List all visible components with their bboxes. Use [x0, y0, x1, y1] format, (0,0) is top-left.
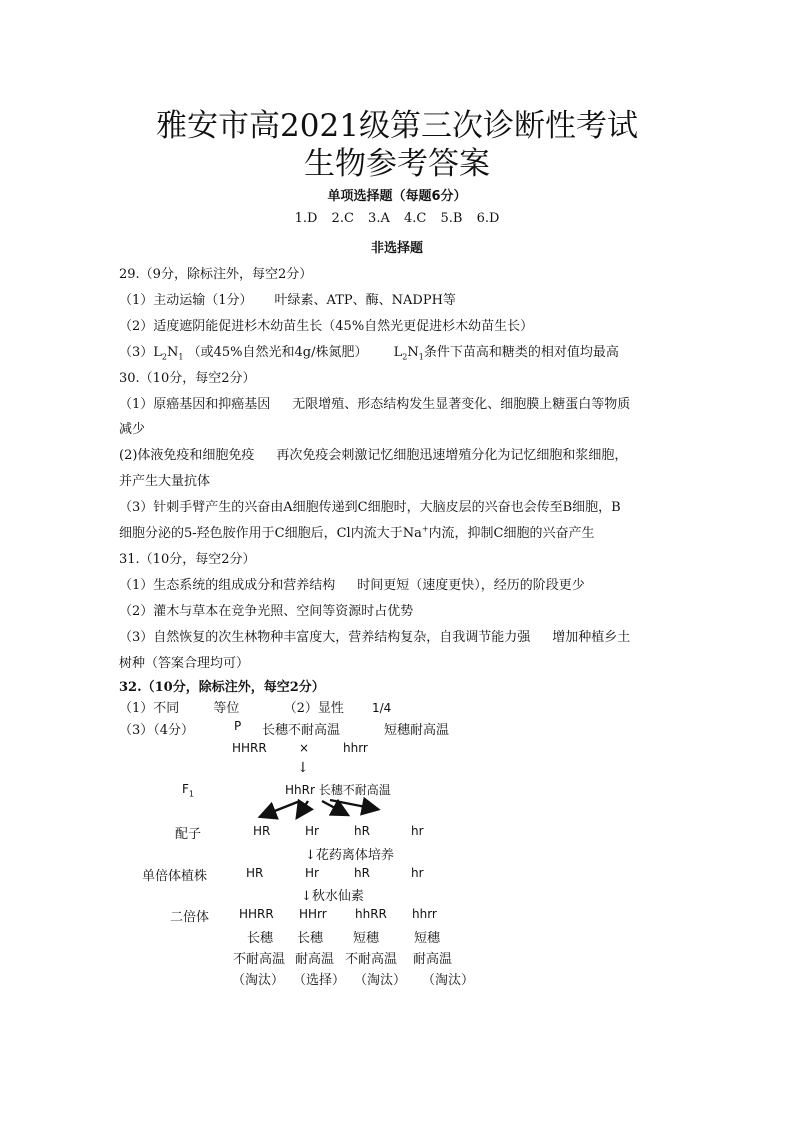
q32-a2-part1: （2）显性 [283, 701, 344, 716]
q30-answer-3: （3）针刺手臂产生的兴奋由A细胞传递到C细胞时，大脑皮层的兴奋也会传至B细胞，B [119, 500, 621, 515]
haploid-hr: hr [411, 866, 424, 880]
gamete-hr: hr [411, 824, 424, 838]
diploid-trait1-3: 短穗 [353, 931, 380, 946]
q30-a2-part1: (2)体液免疫和细胞免疫 [119, 448, 255, 463]
q30-answer-1-cont: 减少 [119, 422, 146, 437]
q29-a3b-sub2: 1 [418, 352, 424, 362]
diploid-result-3: （淘汰） [354, 973, 407, 988]
q30-a1-part2: 无限增殖、形态结构发生显著变化、细胞膜上糖蛋白等物质 [292, 397, 631, 412]
q29-a3b-sub1: 2 [402, 352, 408, 362]
q29-heading: 29.（9分，除标注外，每空2分） [119, 267, 313, 282]
diagram-haploid-label: 单倍体植株 [142, 869, 208, 884]
diploid-trait1-2: 长穗 [297, 931, 324, 946]
diagram-parent-right-trait: 短穗耐高温 [384, 723, 450, 738]
haploid-hR: hR [354, 866, 370, 880]
diagram-down-arrow: ↓ [297, 760, 309, 776]
q29-a3b-n: N [407, 345, 419, 360]
q31-a1-part2: 时间更短（速度更快），经历的阶段更少 [357, 578, 585, 593]
diploid-result-4: （淘汰） [422, 973, 475, 988]
diploid-HHrr: HHrr [299, 907, 327, 921]
q32-a2-part2: 1/4 [372, 701, 392, 715]
gamete-Hr: Hr [305, 824, 319, 838]
answer-2: 2.C [331, 211, 354, 226]
q31-heading: 31.（10分，每空2分） [119, 552, 256, 567]
arrow-to-HR [262, 801, 300, 816]
diploid-trait2-2: 耐高温 [295, 952, 335, 967]
diagram-parent-left-trait: 长穗不耐高温 [262, 723, 341, 738]
q29-a1-part1: （1）主动运输（1分） [119, 293, 253, 308]
diagram-step-anther-culture: ↓花药离体培养 [305, 848, 394, 863]
q32-answer-3-label: （3）（4分） [119, 723, 195, 738]
diagram-step-colchicine: ↓秋水仙素 [301, 889, 364, 904]
q31-answer-3-cont: 树种（答案合理均可） [119, 656, 250, 671]
q31-a1-part1: （1）生态系统的组成成分和营养结构 [119, 578, 336, 593]
q29-a3b-prefix: L [393, 345, 403, 360]
answer-3: 3.A [368, 211, 390, 226]
q30-a3-text-post: 内流，抑制C细胞的兴奋产生 [428, 526, 595, 541]
diagram-p-label: P [234, 719, 242, 733]
q32-heading: 32.（10分，除标注外，每空2分） [119, 680, 325, 695]
diploid-trait2-3: 不耐高温 [345, 952, 398, 967]
answer-6: 6.D [476, 211, 500, 226]
diploid-trait1-4: 短穗 [414, 931, 441, 946]
diploid-result-2: （选择） [293, 973, 346, 988]
diploid-trait2-1: 不耐高温 [233, 952, 286, 967]
q30-a2-part2: 再次免疫会刺激记忆细胞迅速增殖分化为记忆细胞和浆细胞， [276, 448, 628, 463]
haploid-Hr: Hr [305, 866, 319, 880]
q32-a1-part2: 等位 [213, 701, 240, 716]
diagram-parent-left-genotype: HHRR [232, 741, 267, 755]
q29-a3b-text: 条件下苗高和糖类的相对值均最高 [423, 345, 619, 360]
q30-a1-part1: （1）原癌基因和抑癌基因 [119, 397, 271, 412]
q29-a3-sub1: 2 [161, 352, 167, 362]
q31-a3-part2: 增加种植乡土 [552, 630, 631, 645]
q29-a1-part2: 叶绿素、ATP、酶、NADPH等 [274, 293, 456, 308]
diploid-result-1: （淘汰） [232, 973, 285, 988]
q31-answer-2: （2）灌木与草本在竞争光照、空间等资源时占优势 [119, 604, 414, 619]
section-heading-choice: 单项选择题（每题6分） [327, 189, 467, 204]
q30-a3-sup: + [421, 524, 429, 534]
answer-1: 1.D [294, 211, 318, 226]
arrow-to-Hr [298, 801, 308, 816]
arrow-to-hr [330, 800, 376, 809]
q29-a3-n: N [167, 345, 179, 360]
diploid-trait1-1: 长穗 [247, 931, 274, 946]
diagram-f1-text: HhRr 长穗不耐高温 [285, 783, 391, 797]
q30-a3-text-pre: 细胞分泌的5-羟色胺作用于C细胞后，Cl内流大于Na [119, 526, 422, 541]
exam-subtitle: 生物参考答案 [304, 146, 490, 182]
q29-answer-2: （2）适度遮阴能促进杉木幼苗生长（45%自然光更促进杉木幼苗生长） [119, 319, 534, 334]
diploid-hhRR: hhRR [355, 907, 387, 921]
q31-a3-part1: （3）自然恢复的次生林物种丰富度大，营养结构复杂，自我调节能力强 [119, 630, 531, 645]
diagram-f1-letter: F [182, 782, 189, 796]
diagram-cross-symbol: × [299, 741, 310, 755]
gamete-hR: hR [354, 824, 370, 838]
q29-a3-prefix: （3）L [119, 345, 162, 360]
q30-heading: 30.（10分，每空2分） [119, 371, 256, 386]
gamete-HR: HR [253, 824, 271, 838]
diagram-parent-right-genotype: hhrr [343, 741, 368, 755]
diploid-trait2-4: 耐高温 [413, 952, 453, 967]
diploid-hhrr: hhrr [412, 907, 437, 921]
diagram-f1-sub: 1 [188, 789, 194, 799]
q29-a3-middle: （或45%自然光和4g/株氮肥） [187, 345, 368, 360]
diploid-HHRR: HHRR [239, 907, 274, 921]
q30-answer-2-cont: 并产生大量抗体 [119, 474, 211, 489]
diagram-diploid-label: 二倍体 [170, 910, 210, 925]
answer-5: 5.B [440, 211, 463, 226]
section-heading-nonchoice: 非选择题 [370, 241, 423, 256]
answer-4: 4.C [403, 211, 427, 226]
q29-a3-sub2: 1 [178, 352, 184, 362]
haploid-HR: HR [246, 866, 264, 880]
q32-a1-part1: （1）不同 [119, 701, 180, 716]
diagram-gamete-label: 配子 [175, 827, 202, 842]
exam-title: 雅安市高2021级第三次诊断性考试 [156, 108, 638, 144]
